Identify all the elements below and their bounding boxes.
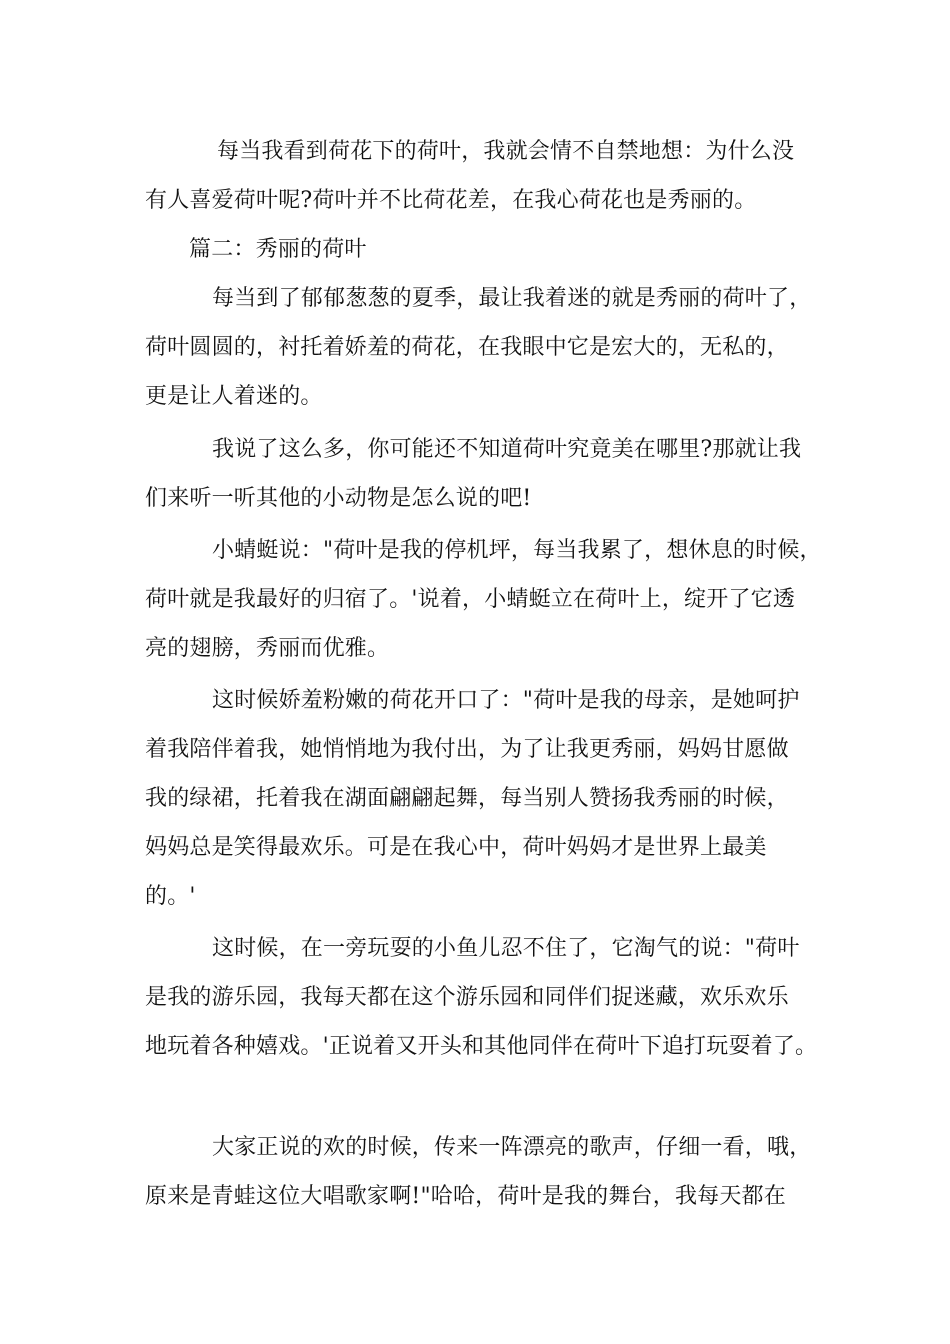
- text-line: 的。': [145, 884, 196, 909]
- text-line: 原来是青蛙这位大唱歌家啊!"哈哈，荷叶是我的舞台，我每天都在: [145, 1184, 786, 1209]
- text-line: 每当到了郁郁葱葱的夏季，最让我着迷的就是秀丽的荷叶了，: [212, 286, 812, 311]
- text-line: 更是让人着迷的。: [145, 384, 323, 409]
- text-line: 着我陪伴着我，她悄悄地为我付出，为了让我更秀丽，妈妈甘愿做: [145, 737, 789, 762]
- text-line: 我的绿裙，托着我在湖面翩翩起舞，每当别人赞扬我秀丽的时候，: [145, 786, 789, 811]
- text-line: 这时候娇羞粉嫩的荷花开口了："荷叶是我的母亲，是她呵护: [212, 688, 800, 713]
- text-line: 我说了这么多，你可能还不知道荷叶究竟美在哪里?那就让我: [212, 437, 802, 462]
- text-line: 地玩着各种嬉戏。'正说着又开头和其他同伴在荷叶下追打玩耍着了。: [145, 1034, 818, 1059]
- text-line: 妈妈总是笑得最欢乐。可是在我心中，荷叶妈妈才是世界上最美: [145, 835, 767, 860]
- text-line: 荷叶就是我最好的归宿了。'说着，小蜻蜓立在荷叶上，绽开了它透: [145, 587, 796, 612]
- text-line: 每当我看到荷花下的荷叶，我就会情不自禁地想：为什么没: [217, 139, 795, 164]
- section-heading: 篇二：秀丽的荷叶: [189, 237, 367, 262]
- text-line: 小蜻蜓说："荷叶是我的停机坪，每当我累了，想休息的时候，: [212, 538, 822, 563]
- text-line: 大家正说的欢的时候，传来一阵漂亮的歌声，仔细一看，哦，: [212, 1135, 812, 1160]
- text-line: 这时候，在一旁玩耍的小鱼儿忍不住了，它淘气的说："荷叶: [212, 936, 800, 961]
- text-line: 是我的游乐园，我每天都在这个游乐园和同伴们捉迷藏，欢乐欢乐: [145, 985, 789, 1010]
- text-line: 有人喜爱荷叶呢?荷叶并不比荷花差，在我心荷花也是秀丽的。: [145, 188, 757, 213]
- text-line: 亮的翅膀，秀丽而优雅。: [145, 636, 390, 661]
- text-line: 荷叶圆圆的，衬托着娇羞的荷花，在我眼中它是宏大的，无私的，: [145, 335, 789, 360]
- text-line: 们来听一听其他的小动物是怎么说的吧!: [145, 486, 532, 511]
